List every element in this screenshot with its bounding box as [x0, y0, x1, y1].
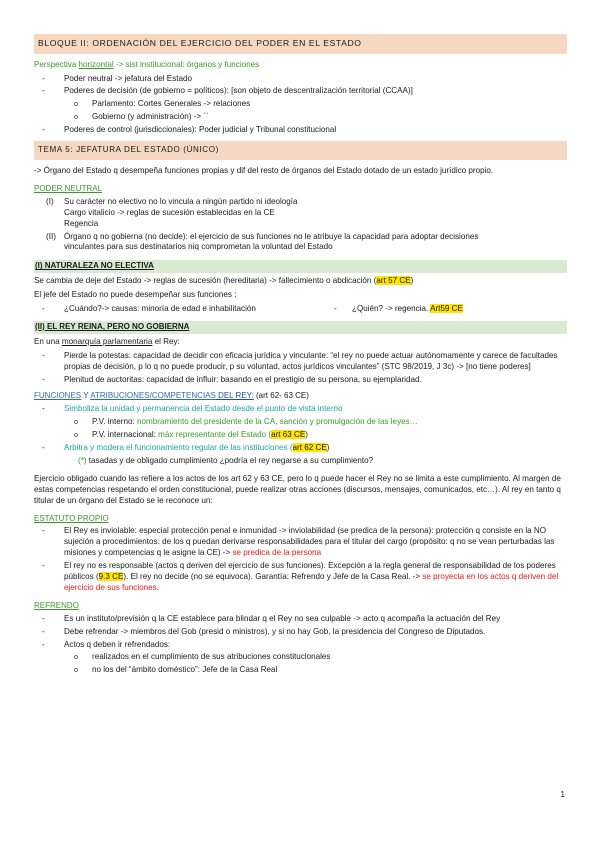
pv-internacional-end: ): [305, 430, 308, 440]
section-banner: BLOQUE II: ORDENACIÓN DEL EJERCICIO DEL PODER EN EL ESTADO: [34, 34, 567, 54]
list-item: - Poderes de decisión (de gobierno = políticos): [son objeto de descentralización territorial (CCAA)]: [42, 86, 413, 96]
list-item: [34, 197, 567, 230]
func-note: [34, 456, 567, 467]
del-rey-word: DEL REY:: [215, 391, 254, 401]
pn-line: Regencia: [64, 218, 99, 228]
list-item: - Simboliza la unidad y permanencia del Estado desde el punto de vista interno: [42, 404, 343, 414]
poder-neutral-item: Poder neutral -> jefatura del Estado: [64, 73, 193, 83]
reina-heading: (II) EL REY REINA, PERO NO GOBIERNA: [34, 321, 567, 334]
funciones-list: [34, 404, 567, 415]
quien-text: ¿Quién? -> regencia.: [352, 304, 431, 314]
list-item: - Poderes de control (jurisdiccionales): Poder judicial y Tribunal constitucional: [42, 125, 337, 135]
list-item: - Debe refrendar -> miembros del Gob (presid o ministros), y si no hay Gob, la presidencia del Congreso de Diputados.: [42, 626, 486, 636]
inviolable-red: se predica de la persona: [232, 548, 322, 558]
funciones-list-2: [34, 443, 567, 454]
naturaleza-p1-end: ): [410, 276, 414, 286]
funciones-sub-list: [34, 417, 567, 441]
potestas-item: Pierde la potestas: capacidad de decidir con eficacia jurídica y vinculante: “el rey no puede actuar autónomamente y carece de facultades propias de decisión, p lo q no puede producir, p su voluntad, actos jurídicos vinculantes” (STC 98/2019, J 3c) -> [no tiene poderes]: [64, 350, 558, 371]
list-item: o P.V. interno: nombramiento del presidente de la CA, sanción y promulgación de las leyes…: [74, 417, 418, 427]
list-item: o Parlamento: Cortes Generales -> relaciones: [74, 99, 251, 109]
perspectiva-line: [34, 60, 567, 71]
perspectiva-pre: Perspectiva: [34, 59, 79, 69]
refrendo-sub-item: no los del “ámbito doméstico”: Jefe de la Casa Real: [92, 665, 278, 675]
perspectiva-horizontal: horizontal: [78, 59, 114, 69]
organo-line: -> Órgano del Estado q desempeña funciones propias y dif del resto de órganos del Estado dotado de un estado jurídico propio.: [34, 166, 494, 176]
refrendo-list: [34, 614, 567, 651]
refrendo-sub-list: [34, 652, 567, 676]
list-item: - El Rey es inviolable: especial protección penal e inmunidad -> inviolabilidad (se predica de la persona): protección q consiste en la NO sujeción a procedimientos: de los q puedan derivarse responsabilidades para el titular del cargo (propósito: q no se vean perturbadas las misiones y competencias q le asigne la CE) -> se predica de la persona: [42, 526, 555, 558]
arbitra-end: ): [326, 442, 330, 452]
pv-interno-label: P.V. interno:: [92, 417, 138, 427]
art59-highlight: Art59 CE: [430, 304, 463, 314]
responsable-mid: ). El rey no decide (no se equivoca). Garantía: Refrendo y Jefe de la Casa Real. ->: [123, 572, 423, 582]
funciones-word: FUNCIONES: [34, 391, 82, 401]
gobierno-item: Gobierno (y administración) -> ``: [92, 112, 209, 122]
funciones-articles: (art 62- 63 CE): [253, 391, 309, 401]
tema-banner: TEMA 5: JEFATURA DEL ESTADO (ÚNICO): [34, 141, 567, 160]
list-item: - Arbitra y modera el funcionamiento regular de las instituciones (art 62 CE): [42, 442, 330, 452]
poderes-decision-item: Poderes de decisión (de gobierno = políticos): [son objeto de descentralización territorial (CCAA)]: [64, 86, 413, 96]
quien-item: - ¿Quién? -> regencia. Art59 CE: [334, 304, 463, 314]
poder-neutral-list: [34, 197, 567, 254]
monarquia-term: monarquía parlamentaria: [61, 336, 153, 346]
y-word: Y: [81, 391, 91, 401]
ejercicio-paragraph: Ejercicio obligado cuando las refiere a los actos de los art 62 y 63 CE, pero lo q puede hacer el Rey no se limita a este cumplimiento. Al margen de estas competencias respetando el orden constitucional, puede realizar otras acciones (discursos, mensajes, comunicados, etc…). Al rey en tanto q titular de un órgano del Estado se le reconoce un:: [34, 473, 561, 505]
cuando-text: ¿Cuándo?-> causas: minoría de edad e inhabilitación: [64, 304, 256, 314]
arbitra-item: Arbitra y modera el funcionamiento regular de las instituciones (: [64, 442, 293, 452]
reina-intro-pre: En una: [34, 336, 62, 346]
refrendo-heading: REFRENDO: [34, 600, 79, 610]
asterisk-note: (*): [78, 455, 87, 465]
responsable-red: se proyecta en los actos q deriven del ejercicio de sus funciones.: [64, 572, 559, 592]
funciones-heading: [34, 391, 567, 402]
pv-internacional-label: P.V. internacional:: [92, 430, 159, 440]
refrendo-item: Es un instituto/previsión q la CE establece para blindar q el Rey no sea culpable -> acto q acompaña la actuación del Rey: [64, 613, 501, 623]
pv-internacional-value: máx representante del Estado (: [158, 430, 272, 440]
func-note-text: tasadas y de obligado cumplimiento ¿podría el rey negarse a su cumplimiento?: [86, 455, 374, 465]
poderes-control-item: Poderes de control (jurisdiccionales): Poder judicial y Tribunal constitucional: [64, 125, 337, 135]
list-item: o P.V. internacional: máx representante del Estado (art 63 CE): [74, 430, 308, 440]
responsable-item: El rey no es responsable (actos q deriven del ejercicio de sus funciones). Excepción a la regla general de responsabilidad de los poderes públicos (: [64, 561, 556, 582]
list-item: o Gobierno (y administración) -> ``: [74, 112, 209, 122]
list-item: - Pierde la potestas: capacidad de decidir con eficacia jurídica y vinculante: “el rey no puede actuar autónomamente y carece de facultades propias de decisión, p lo q no puede producir, p su voluntad, actos jurídicos vinculantes” (STC 98/2019, J 3c) -> [no tiene poderes]: [42, 350, 558, 371]
page-number: 1: [560, 790, 565, 799]
document-page: [34, 34, 567, 678]
simboliza-item: Simboliza la unidad y permanencia del Estado desde el punto de vista interno: [64, 404, 343, 414]
pn-line: Órgano q no gobierna (no decide): el ejercicio de sus funciones no le atribuye la capacidad para adoptar decisiones: [64, 231, 479, 241]
cuando-item: - ¿Cuándo?-> causas: minoría de edad e inhabilitación: [42, 304, 256, 314]
art93-highlight: 9.3 CE: [98, 572, 124, 582]
naturaleza-heading: (I) NATURALEZA NO ELECTIVA: [34, 260, 567, 273]
cuando-quien-row: [34, 304, 567, 315]
list-item: o realizados en el cumplimiento de sus atribuciones constitucionales: [74, 652, 331, 662]
naturaleza-p2: El jefe del Estado no puede desempeñar sus funciones :: [34, 290, 237, 300]
pv-interno-value: nombramiento del presidente de la CA, sanción y promulgación de las leyes…: [137, 417, 418, 427]
auctoritas-item: Plenitud de auctoritas: capacidad de influir: basando en el prestigio de su persona, su ejemplaridad.: [64, 374, 422, 384]
list-item: - Plenitud de auctoritas: capacidad de influir: basando en el prestigio de su persona, su ejemplaridad.: [42, 374, 422, 384]
poder-neutral-heading: PODER NEUTRAL: [34, 183, 103, 193]
list-item: - Poder neutral -> jefatura del Estado: [42, 73, 193, 83]
reina-list: [34, 351, 567, 386]
poderes-sub-list: [34, 99, 567, 123]
reina-intro: [34, 337, 567, 348]
roman-mark: (II): [46, 231, 56, 241]
refrendo-sub-item: realizados en el cumplimiento de sus atribuciones constitucionales: [92, 652, 331, 662]
estatuto-list: [34, 526, 567, 594]
inviolable-item: El Rey es inviolable: especial protección penal e inmunidad -> inviolabilidad (se predica de la persona): protección q consiste en la NO sujeción a procedimientos: de los q puedan derivarse responsabilidades para el titular del cargo (propósito: q no se vean perturbadas las misiones y competencias q le asigne la CE) ->: [64, 526, 555, 558]
refrendo-item: Debe refrendar -> miembros del Gob (presid o ministros), y si no hay Gob, la presidencia del Congreso de Diputados.: [64, 626, 486, 636]
pn-line: vinculantes para sus destinatarios niq comprometan la voluntad del Estado: [64, 242, 333, 252]
art57-highlight: art 57 CE: [376, 276, 411, 286]
list-item: [34, 232, 567, 254]
art63-highlight: art 63 CE: [271, 430, 306, 440]
estatuto-heading: ESTATUTO PROPIO: [34, 513, 109, 523]
naturaleza-p1-text: Se cambia de deje del Estado -> reglas de sucesión (hereditaria) -> fallecimiento o abdicación (: [34, 276, 377, 286]
parlamento-item: Parlamento: Cortes Generales -> relaciones: [92, 99, 251, 109]
refrendo-item: Actos q deben ir refrendados:: [64, 639, 171, 649]
pn-line: Su carácter no electivo no lo vincula a ningún partido ni ideología: [64, 196, 298, 206]
list-item: o no los del “ámbito doméstico”: Jefe de la Casa Real: [74, 665, 278, 675]
list-item: - Actos q deben ir refrendados:: [42, 639, 171, 649]
art62-highlight: art 62 CE: [292, 442, 327, 452]
list-item: - El rey no es responsable (actos q deriven del ejercicio de sus funciones). Excepción a la regla general de responsabilidad de los poderes públicos (9.3 CE). El rey no decide (no se equivoca). Garantía: Refrendo y Jefe de la Casa Real. -> se proyecta en los actos q deriven del ejercicio de sus funciones.: [42, 561, 559, 592]
atribuciones-word: ATRIBUCIONES/COMPETENCIAS: [90, 391, 216, 401]
poderes-list: [34, 74, 567, 98]
perspectiva-post: -> sist institucional: órganos y funciones: [113, 59, 260, 69]
poderes-control-list: [34, 125, 567, 136]
reina-intro-post: el Rey:: [152, 336, 180, 346]
pn-line: Cargo vitalicio -> reglas de sucesión establecidas en la CE: [64, 207, 275, 217]
list-item: - Es un instituto/previsión q la CE establece para blindar q el Rey no sea culpable -> acto q acompaña la actuación del Rey: [42, 613, 501, 623]
naturaleza-p1: [34, 276, 567, 287]
roman-mark: (I): [46, 196, 54, 206]
